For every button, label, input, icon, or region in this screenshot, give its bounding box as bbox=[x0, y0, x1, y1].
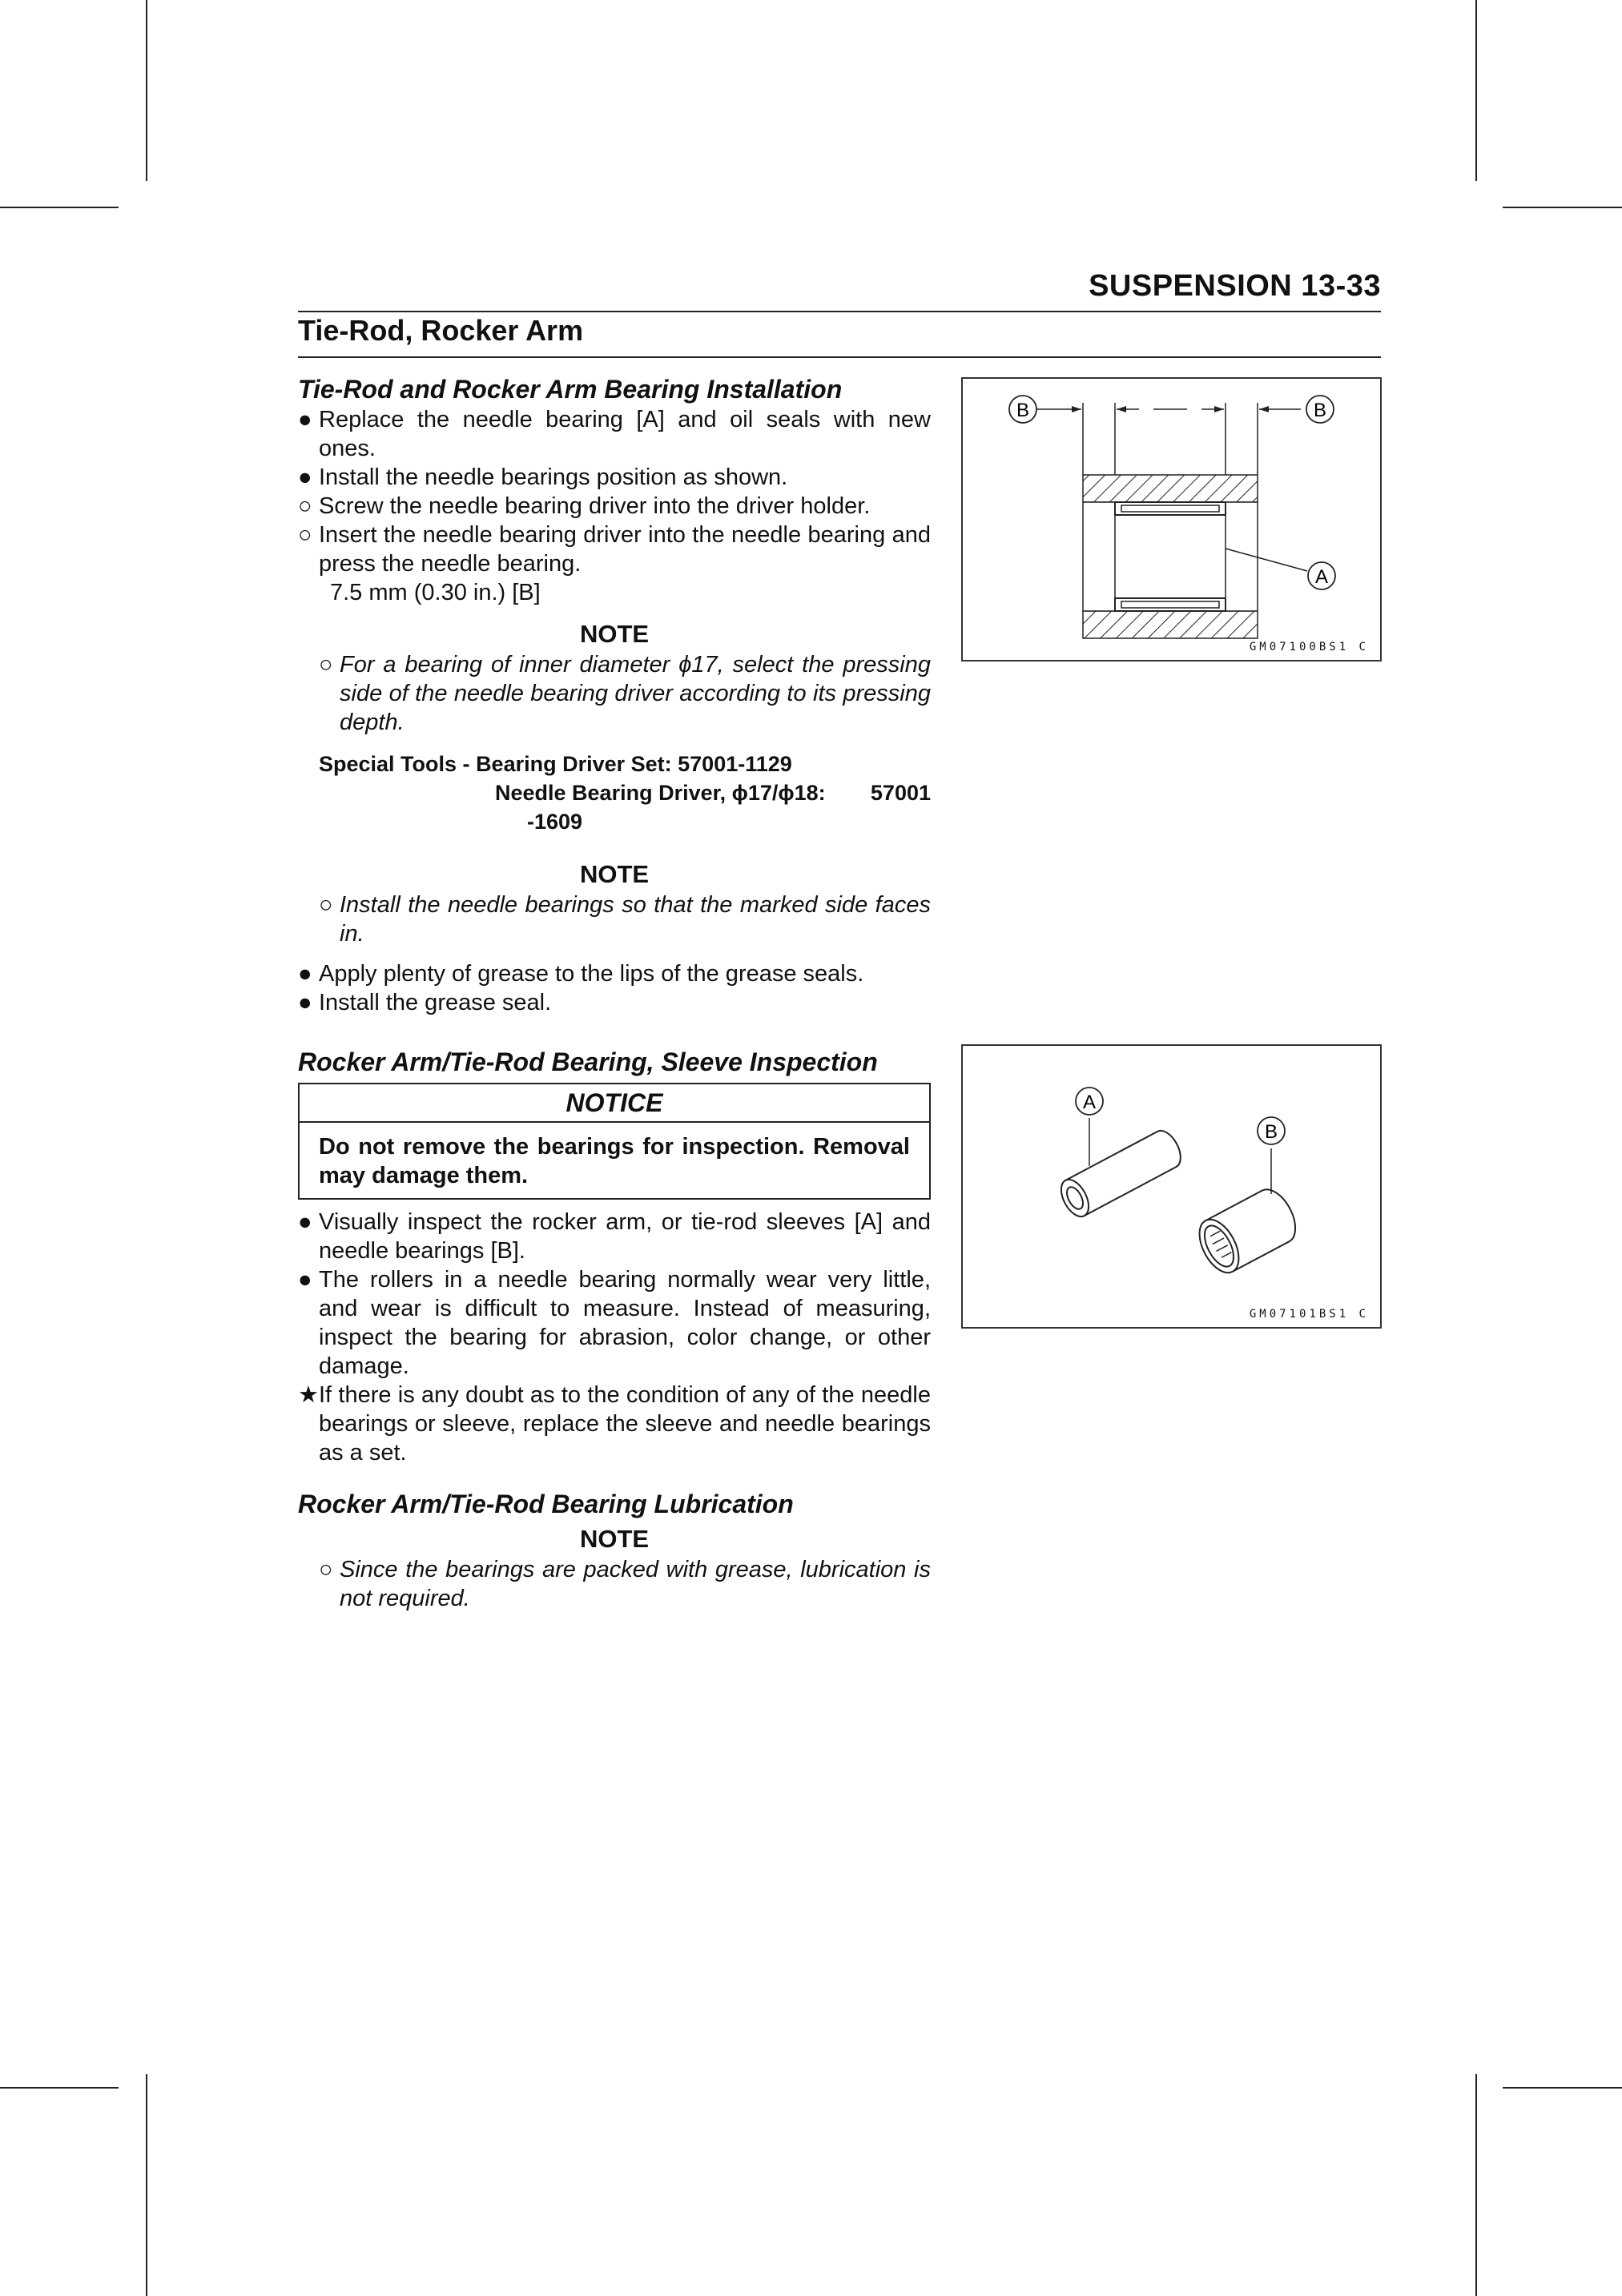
crop-mark bbox=[1503, 207, 1622, 208]
special-tools: Special Tools - Bearing Driver Set: 57001-1129 Needle Bearing Driver, ϕ17/ϕ18: 57001 -1609 bbox=[319, 752, 931, 834]
notice-heading: NOTICE bbox=[300, 1084, 929, 1123]
callout-a: A bbox=[1082, 1092, 1097, 1113]
inspection-title: Rocker Arm/Tie-Rod Bearing, Sleeve Inspection bbox=[298, 1047, 878, 1076]
notice-box bbox=[298, 1083, 931, 1200]
lubrication-section bbox=[298, 1488, 931, 1613]
crop-mark bbox=[146, 2074, 147, 2296]
page-header bbox=[298, 264, 1381, 312]
list-item: ● Replace the needle bearing [A] and oil seals with new ones. bbox=[298, 407, 931, 461]
note-heading: NOTE bbox=[579, 860, 650, 888]
callout-b-left: B bbox=[1016, 400, 1030, 421]
note-heading: NOTE bbox=[579, 1525, 650, 1553]
crop-mark bbox=[146, 0, 147, 181]
pressing-depth-value: 7.5 mm (0.30 in.) [B] bbox=[330, 580, 541, 605]
callout-a: A bbox=[1314, 566, 1329, 588]
bearing-cross-section-drawing bbox=[963, 379, 1380, 660]
list-item: ● Install the needle bearings position as shown. bbox=[298, 464, 788, 490]
section-title: Tie-Rod, Rocker Arm bbox=[298, 314, 584, 347]
page-title: SUSPENSION 13-33 bbox=[1089, 269, 1381, 303]
lubrication-title: Rocker Arm/Tie-Rod Bearing Lubrication bbox=[298, 1490, 794, 1518]
figure-sleeve-bearing bbox=[961, 1044, 1382, 1329]
installation-title: Tie-Rod and Rocker Arm Bearing Installation bbox=[298, 375, 843, 404]
callout-b-right: B bbox=[1313, 400, 1327, 421]
figure-code: GM07100BS1 C bbox=[1249, 641, 1369, 653]
note-heading: NOTE bbox=[579, 620, 650, 648]
crop-mark bbox=[1503, 2087, 1622, 2089]
sleeve-bearing-drawing bbox=[963, 1046, 1380, 1327]
crop-mark bbox=[1475, 2074, 1477, 2296]
installation-section bbox=[298, 373, 931, 1017]
header-rule bbox=[298, 311, 1381, 312]
figure-bearing-cross-section bbox=[961, 377, 1382, 661]
crop-mark bbox=[0, 2087, 119, 2089]
inspection-section bbox=[298, 1046, 931, 1467]
figure-code: GM07101BS1 C bbox=[1249, 1308, 1369, 1321]
list-item: ★ If there is any doubt as to the condition of any of the needle bearings or sleeve, replace the sleeve and needle bearings as a set. bbox=[298, 1382, 931, 1466]
list-item: ● Apply plenty of grease to the lips of the grease seals. bbox=[298, 961, 864, 987]
section-rule bbox=[298, 356, 1381, 358]
note-text: ○ Since the bearings are packed with grease, lubrication is not required. bbox=[319, 1557, 931, 1611]
crop-mark bbox=[1475, 0, 1477, 181]
list-item: ○ Insert the needle bearing driver into the needle bearing and press the needle bearing. bbox=[298, 522, 931, 577]
callout-b: B bbox=[1264, 1121, 1278, 1143]
list-item: ● Install the grease seal. bbox=[298, 990, 552, 1015]
crop-mark bbox=[0, 207, 119, 208]
note-text: ○ For a bearing of inner diameter ϕ17, select the pressing side of the needle bearing driver according to its pressing depth. bbox=[319, 652, 931, 735]
note-text: ○ Install the needle bearings so that the marked side faces in. bbox=[319, 892, 931, 947]
notice-text: Do not remove the bearings for inspection. Removal may damage them. bbox=[319, 1134, 910, 1188]
list-item: ● Visually inspect the rocker arm, or tie-rod sleeves [A] and needle bearings [B]. bbox=[298, 1209, 931, 1264]
list-item: ● The rollers in a needle bearing normally wear very little, and wear is difficult to measure. Instead of measuring, inspect the bearing for abrasion, color change, or other damage. bbox=[298, 1267, 931, 1379]
list-item: ○ Screw the needle bearing driver into the driver holder. bbox=[298, 493, 871, 519]
